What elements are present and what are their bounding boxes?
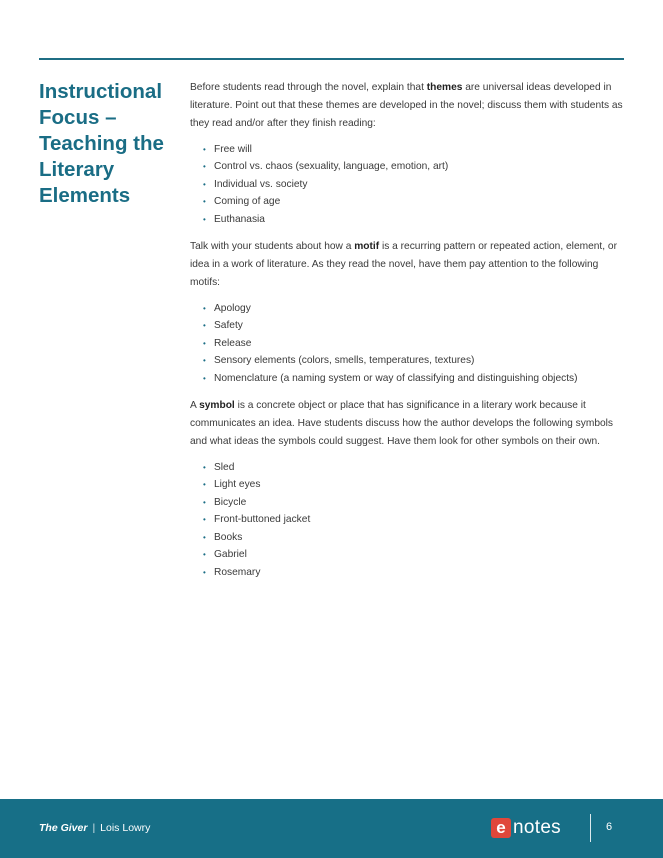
enotes-logo-text: notes	[513, 817, 561, 838]
page-number: 6	[606, 821, 613, 833]
section-title	[39, 79, 179, 209]
main-content	[190, 79, 623, 591]
list-item: • Free will	[203, 144, 252, 155]
list-item: • Books	[203, 531, 243, 543]
list-item: • Bicycle	[203, 496, 247, 508]
list-item: • Release	[203, 337, 252, 349]
list-item: • Euthanasia	[203, 213, 265, 225]
section-title-line: Instructional	[39, 80, 163, 103]
motifs-paragraph: Talk with your students about how a motif is a recurring pattern or repeated action, element, or idea in a work of literature. As they read the novel, have them pay attention to the following motifs:	[190, 241, 617, 289]
list-item: • Control vs. chaos (sexuality, language, emotion, art)	[203, 161, 449, 173]
themes-paragraph: Before students read through the novel, explain that themes are universal ideas developed in literature. Point out that these themes are developed in the novel; discuss them with students as they read and/or after they finish reading:	[190, 82, 623, 129]
motifs-list	[190, 300, 623, 387]
symbols-list	[190, 459, 623, 581]
list-item: • Individual vs. society	[203, 178, 308, 190]
section-title-line: Literary	[39, 158, 115, 181]
list-item: • Light eyes	[203, 479, 261, 491]
list-item: • Coming of age	[203, 196, 281, 208]
enotes-logo	[491, 817, 561, 839]
section-title-line: Elements	[39, 184, 131, 207]
book-title: The Giver	[39, 822, 88, 834]
motif-term: motif	[354, 241, 380, 253]
list-item: • Safety	[203, 320, 243, 332]
themes-term: themes	[426, 82, 463, 93]
top-divider	[39, 58, 624, 60]
section-title-line: Focus –	[39, 106, 117, 129]
themes-list	[190, 141, 623, 228]
list-item: • Sensory elements (colors, smells, temperatures, textures)	[203, 355, 475, 367]
symbol-term: symbol	[199, 400, 235, 412]
footer-book-info	[39, 822, 150, 834]
page-footer	[0, 799, 663, 858]
footer-separator: |	[92, 822, 96, 834]
list-item: • Gabriel	[203, 549, 247, 561]
enotes-logo-mark: e	[491, 818, 511, 838]
list-item: • Apology	[203, 303, 251, 315]
list-item: • Nomenclature (a naming system or way of classifying and distinguishing objects)	[203, 372, 578, 384]
list-item: • Rosemary	[203, 566, 261, 578]
list-item: • Sled	[203, 462, 235, 474]
symbols-paragraph: A symbol is a concrete object or place that has significance in a literary work because it communicates an idea. Have students discuss how the author develops the following symbols and what ideas the symbols could suggest. Have them look for other symbols on their own.	[190, 400, 614, 448]
section-title-line: Teaching the	[39, 132, 164, 155]
footer-divider	[590, 814, 591, 842]
book-author: Lois Lowry	[100, 822, 151, 834]
list-item: • Front-buttoned jacket	[203, 514, 311, 526]
